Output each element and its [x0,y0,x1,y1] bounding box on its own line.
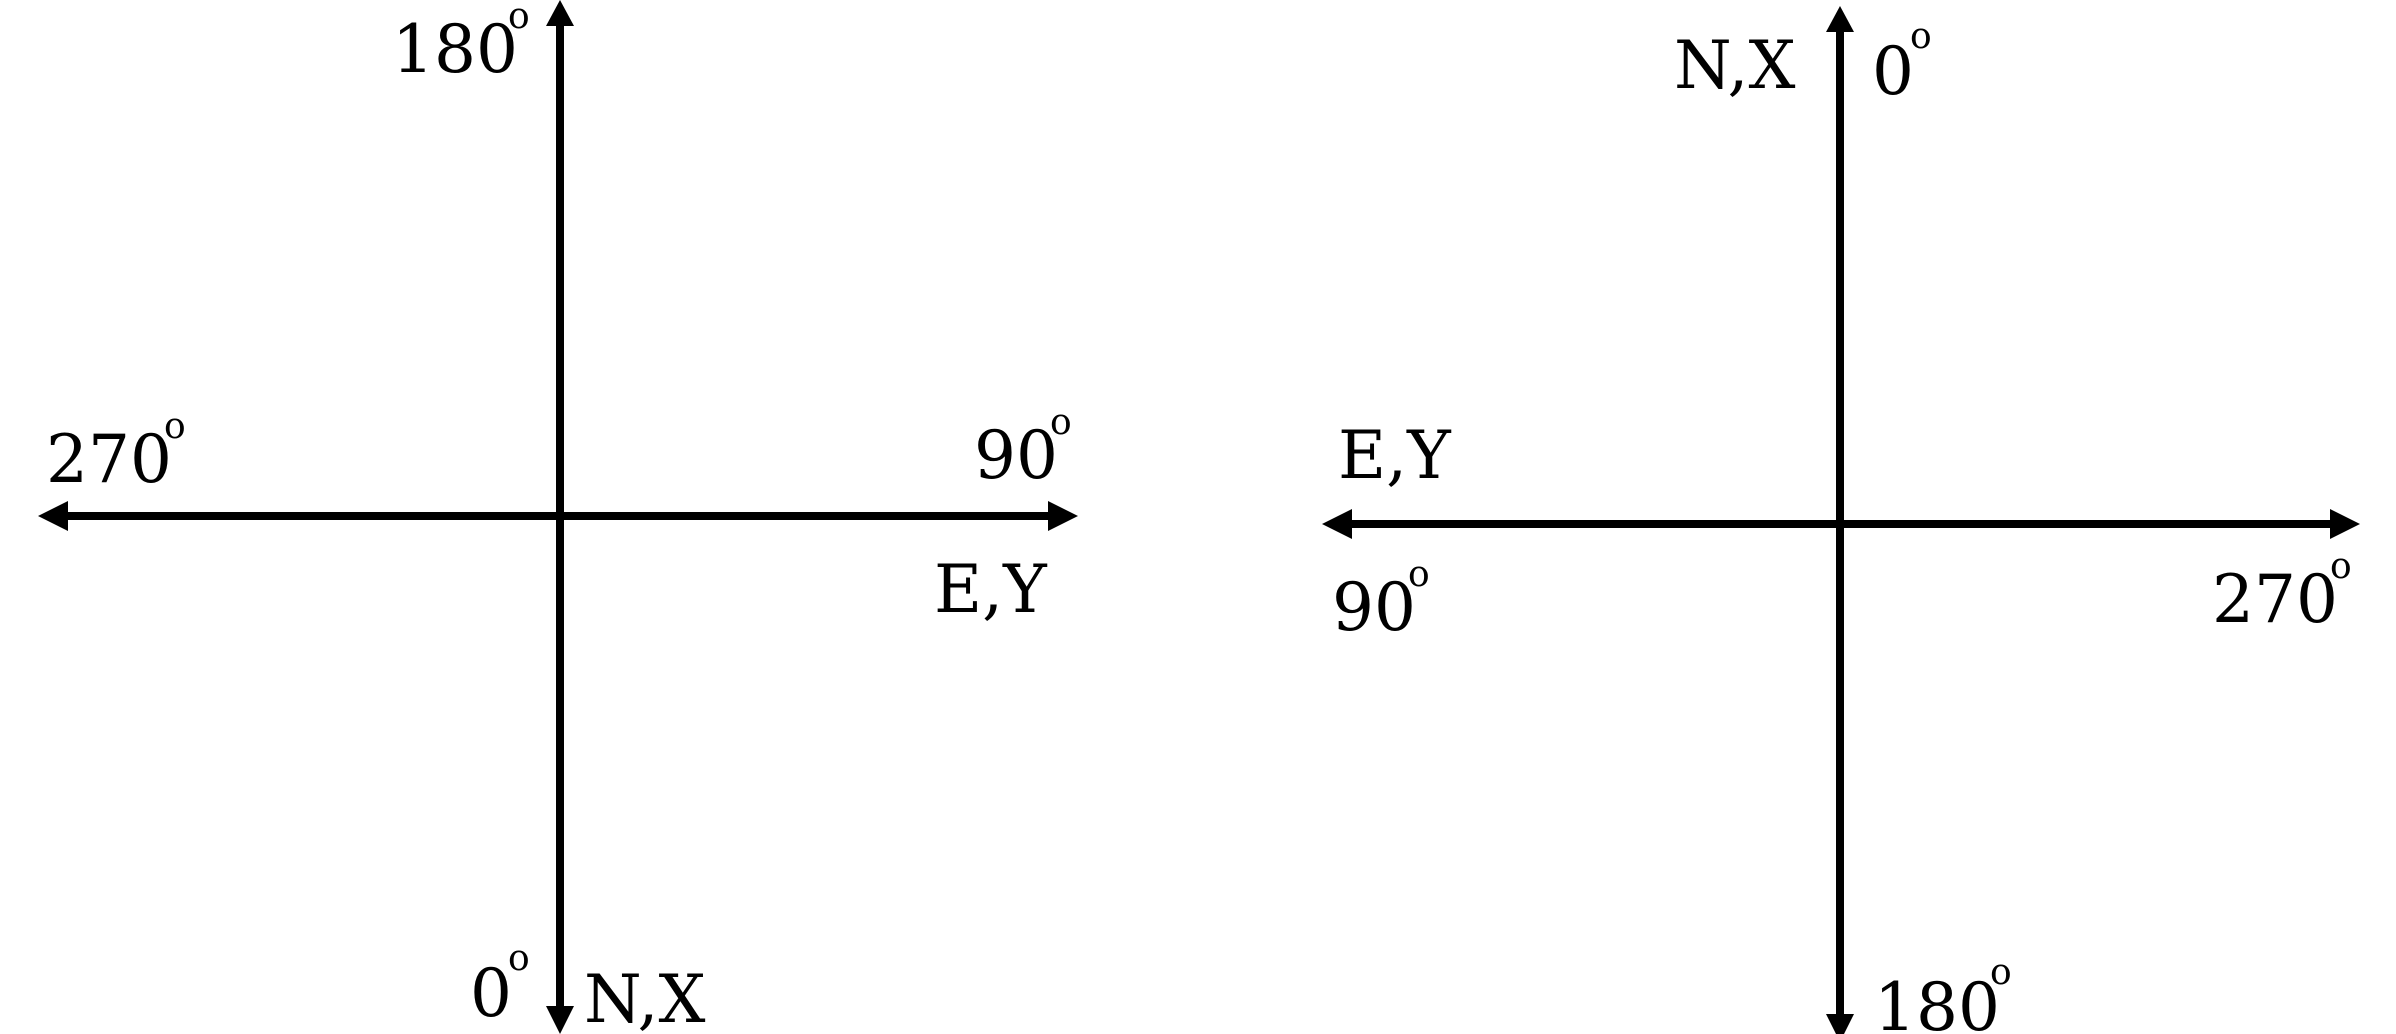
left-east-axis-label: E,Y [934,551,1047,628]
right-horizontal-axis-left-arrowhead [1322,509,1352,539]
right-angle-270-label: 270 [2212,561,2338,638]
right-angle-90-degree-sign: o [1408,554,1430,595]
left-angle-270-label: 270 [46,421,172,498]
left-coordinate-system [38,0,1078,1034]
left-horizontal-axis-right-arrowhead [1048,501,1078,531]
right-angle-0-degree-sign: o [1910,16,1932,57]
right-north-axis-label: N,X [1674,27,1796,104]
left-horizontal-axis-left-arrowhead [38,501,68,531]
left-angle-180-degree-sign: o [508,0,530,37]
right-horizontal-axis-right-arrowhead [2330,509,2360,539]
left-angle-0-label: 0 [470,955,512,1032]
right-coordinate-system [1322,6,2360,1034]
left-vertical-axis-top-arrowhead [546,0,574,26]
right-vertical-axis-bottom-arrowhead [1826,1014,1854,1034]
left-angle-180-label: 180 [392,11,518,88]
left-angle-0-degree-sign: o [508,938,530,979]
right-angle-0-label: 0 [1872,33,1914,110]
left-north-axis-label: N,X [584,961,706,1034]
right-vertical-axis-top-arrowhead [1826,6,1854,32]
left-angle-270-degree-sign: o [164,406,186,447]
right-angle-180-degree-sign: o [1990,952,2012,993]
left-angle-90-degree-sign: o [1050,402,1072,443]
right-angle-180-label: 180 [1874,969,2000,1034]
left-vertical-axis-bottom-arrowhead [546,1006,574,1034]
left-angle-90-label: 90 [974,417,1058,494]
right-east-axis-label: E,Y [1338,417,1451,494]
right-angle-90-label: 90 [1332,569,1416,646]
right-angle-270-degree-sign: o [2330,546,2352,587]
